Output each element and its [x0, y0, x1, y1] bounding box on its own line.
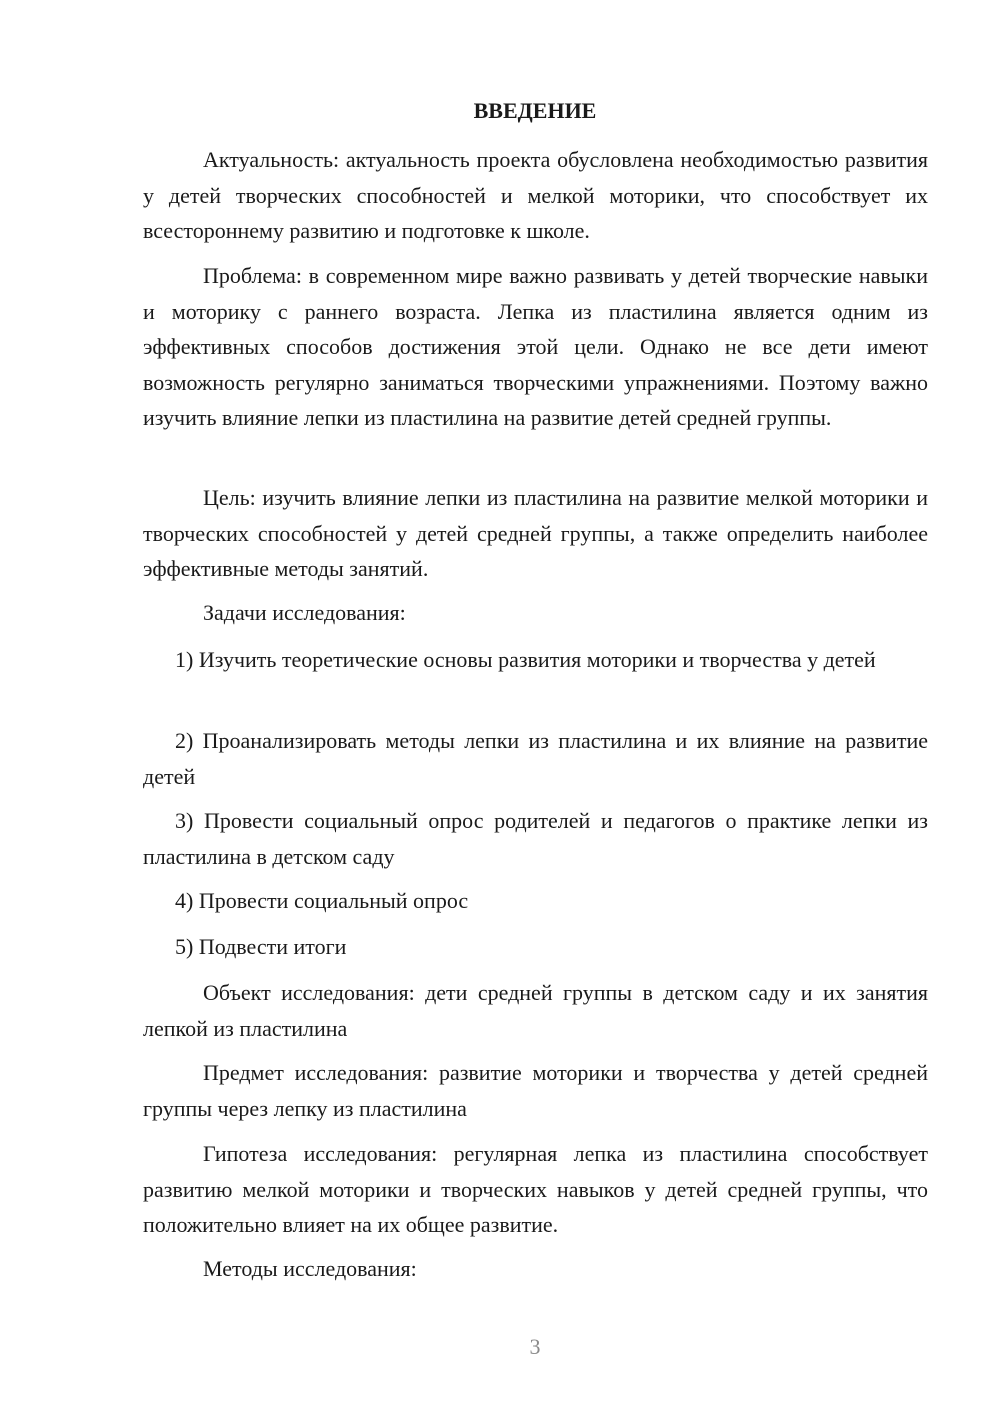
- list-item-task-4: 4) Провести социальный опрос: [175, 888, 469, 913]
- paragraph-goal: Цель: изучить влияние лепки из пластилина на развитие мелкой моторики и творческих способностей у детей средней группы, а также определить наиболее эффективные методы занятий.: [143, 485, 928, 581]
- list-item-task-2: 2) Проанализировать методы лепки из пластилина и их влияние на развитие детей: [143, 728, 928, 789]
- page-number: 3: [529, 1334, 541, 1359]
- list-item-task-1: 1) Изучить теоретические основы развития моторики и творчества у детей: [175, 647, 876, 672]
- paragraph-problem: Проблема: в современном мире важно развивать у детей творческие навыки и моторику с раннего возраста. Лепка из пластилина является одним из эффективных способов достижения этой цели. Однако не все дети имеют возможность регулярно заниматься творческими упражнениями. Поэтому важно изучить влияние лепки из пластилина на развитие детей средней группы.: [143, 263, 928, 430]
- paragraph-tasks-title: Задачи исследования:: [203, 600, 406, 625]
- paragraph-object: Объект исследования: дети средней группы в детском саду и их занятия лепкой из пластилина: [143, 980, 928, 1041]
- section-heading: ВВЕДЕНИЕ: [473, 98, 597, 123]
- list-item-task-3: 3) Провести социальный опрос родителей и педагогов о практике лепки из пластилина в детском саду: [143, 808, 928, 869]
- list-item-task-5: 5) Подвести итоги: [175, 934, 347, 959]
- paragraph-subject: Предмет исследования: развитие моторики и творчества у детей средней группы через лепку из пластилина: [143, 1060, 928, 1121]
- paragraph-relevance: Актуальность: актуальность проекта обусловлена необходимостью развития у детей творческих способностей и мелкой моторики, что способствует их всестороннему развитию и подготовке к школе.: [143, 147, 928, 243]
- paragraph-methods-title: Методы исследования:: [203, 1256, 417, 1281]
- paragraph-hypothesis: Гипотеза исследования: регулярная лепка из пластилина способствует развитию мелкой моторики и творческих навыков у детей средней группы, что положительно влияет на их общее развитие.: [143, 1141, 928, 1237]
